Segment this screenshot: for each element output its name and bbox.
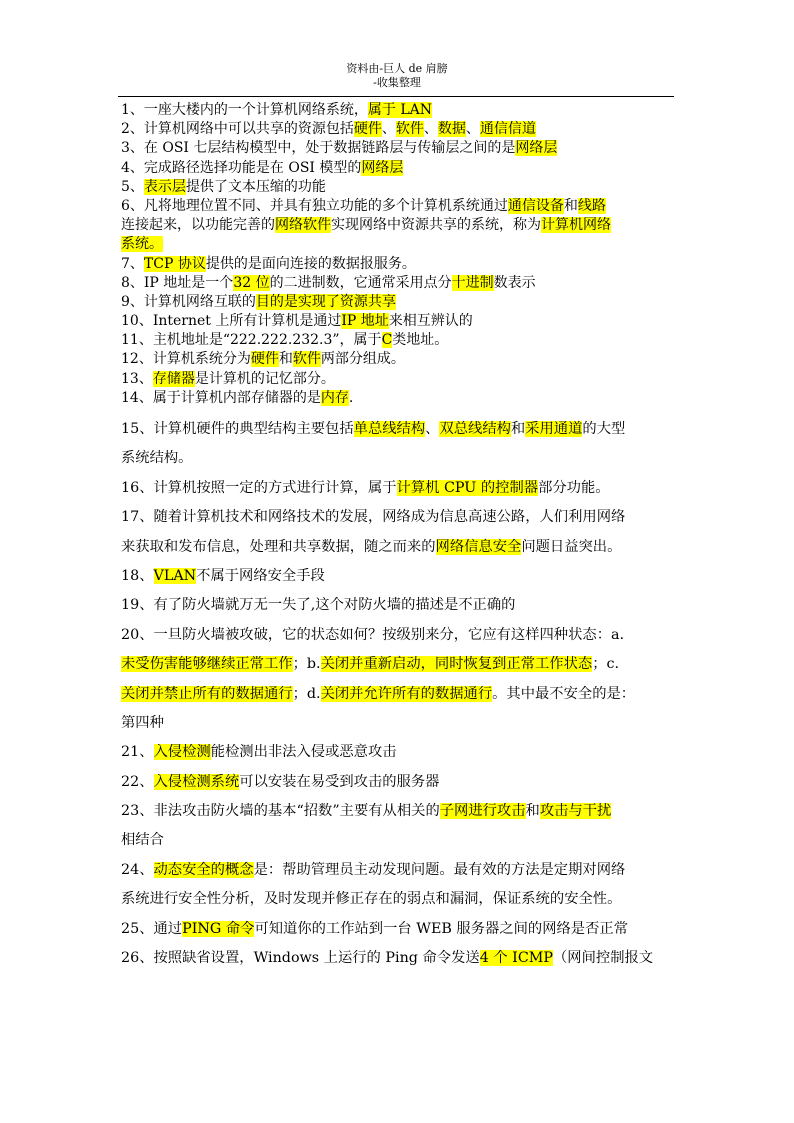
text-segment: 能检测出非法入侵或恶意攻击 (210, 744, 397, 761)
text-line (121, 885, 673, 914)
text-segment: 25、通过 (121, 920, 183, 937)
header-source-line: 资料由-巨人 de 肩膀 (346, 62, 448, 75)
text-segment: 、 (381, 121, 396, 138)
text-segment: . (348, 389, 354, 406)
text-segment: 不属于网络安全手段 (196, 567, 325, 584)
text-segment: 的大型 (582, 421, 626, 437)
highlighted-answer: 软件 (292, 351, 321, 368)
text-line (121, 235, 673, 254)
text-line (121, 293, 673, 312)
text-segment: 2、计算机网络中可以共享的资源包括 (121, 121, 354, 138)
text-segment: 11、主机地址是“222.222.232.3”，属于 (121, 332, 382, 349)
highlighted-answer: 通信信道 (479, 121, 536, 138)
text-segment: 3、在 OSI 七层结构模型中，处于数据链路层与传输层之间的是 (121, 140, 516, 157)
text-segment: 19、有了防火墙就万无一失了,这个对防火墙的描述是不正确的 (121, 597, 516, 614)
highlighted-answer: 关闭并允许所有的数据通行 (320, 685, 493, 702)
text-line (121, 312, 673, 331)
page-header (0, 62, 794, 90)
text-segment: 是：帮助管理员主动发现问题。最有效的方法是定期对网络 (253, 861, 626, 878)
text-line (121, 389, 673, 408)
text-segment: 数表示 (493, 274, 536, 291)
highlighted-answer: 双总线结构 (439, 421, 511, 437)
highlighted-answer: 动态安全的概念 (153, 861, 254, 878)
text-line (121, 370, 673, 389)
text-segment: 9、计算机网络互联的 (121, 293, 256, 310)
text-segment: （网间控制报文 (553, 950, 654, 967)
highlighted-answer: 十进制 (451, 274, 494, 291)
text-segment: 1、一座大楼内的一个计算机网络系统， (121, 102, 368, 118)
text-line (121, 216, 673, 235)
text-line (121, 255, 673, 274)
text-segment: 21、 (121, 744, 154, 761)
highlighted-answer: 系统。 (121, 236, 163, 253)
highlighted-answer: 入侵检测 (153, 744, 211, 761)
text-segment: 15、计算机硬件的典型结构主要包括 (121, 421, 354, 437)
text-line (121, 650, 673, 679)
text-line (121, 826, 673, 855)
highlighted-answer: 目的是实现了资源共享 (255, 293, 396, 310)
highlighted-answer: 子网进行攻击 (439, 803, 526, 820)
qa-block-spaced (121, 415, 673, 973)
text-line (121, 120, 673, 139)
text-segment: 16、计算机按照一定的方式进行计算，属于 (121, 479, 397, 496)
text-line (121, 350, 673, 369)
text-line (121, 274, 673, 293)
text-segment: 实现网络中资源共享的系统，称为 (331, 217, 541, 234)
text-segment: 22、 (121, 773, 154, 790)
text-line (121, 503, 673, 532)
text-segment: 23、非法攻击防火墙的基本“招数”主要有从相关的 (121, 803, 440, 820)
text-segment: 连接起来，以功能完善的 (121, 217, 275, 234)
highlighted-answer: 网络信息安全 (435, 538, 522, 555)
text-segment: 相结合 (121, 832, 164, 849)
highlighted-answer: 未受伤害能够继续正常工作 (121, 656, 293, 673)
text-segment: 10、Internet 上所有计算机是通过 (121, 313, 342, 330)
text-line (121, 474, 673, 503)
text-line (121, 197, 673, 216)
text-segment: 提供的是面向连接的数据报服务。 (205, 255, 416, 272)
highlighted-answer: 属于 LAN (367, 102, 433, 118)
text-line (121, 797, 673, 826)
text-line (121, 178, 673, 197)
highlighted-answer: 入侵检测系统 (153, 773, 240, 790)
text-segment: 8、IP 地址是一个 (121, 274, 234, 291)
document-body (121, 101, 673, 973)
text-segment: 可知道你的工作站到一台 WEB 服务器之间的网络是否正常 (254, 920, 628, 937)
highlighted-answer: 硬件 (353, 121, 382, 138)
text-segment: 两部分组成。 (320, 351, 405, 368)
text-segment: 提供了文本压缩的功能 (185, 178, 326, 195)
highlighted-answer: 数据 (437, 121, 466, 138)
highlighted-answer: 关闭并禁止所有的数据通行 (121, 685, 293, 702)
text-segment: 4、完成路径选择功能是在 OSI 模型的 (121, 159, 362, 176)
text-segment: 系统进行安全性分析，及时发现并修正存在的弱点和漏洞，保证系统的安全性。 (121, 891, 622, 908)
highlighted-answer: 线路 (577, 197, 606, 214)
text-segment: 部分功能。 (538, 479, 610, 496)
text-segment: 18、 (121, 567, 154, 584)
text-segment: 系统结构。 (121, 450, 193, 467)
text-segment: 。其中最不安全的是： (492, 685, 636, 702)
text-line (121, 415, 673, 444)
text-line (121, 331, 673, 350)
text-segment: 12、计算机系统分为 (121, 351, 251, 368)
text-segment: 5、 (121, 178, 144, 195)
highlighted-answer: 关闭并重新启动，同时恢复到正常工作状态 (320, 656, 593, 673)
highlighted-answer: 硬件 (250, 351, 279, 368)
header-rule (118, 96, 674, 97)
text-segment: 7、 (121, 255, 144, 272)
highlighted-answer: 内存 (320, 389, 349, 406)
highlighted-answer: 采用通道 (525, 421, 583, 437)
text-segment: ；b. (292, 656, 321, 673)
highlighted-answer: 软件 (395, 121, 424, 138)
highlighted-answer: 攻击与干扰 (539, 803, 612, 820)
text-line (121, 159, 673, 178)
text-line (121, 444, 673, 473)
highlighted-answer: IP 地址 (341, 313, 389, 330)
highlighted-answer: TCP 协议 (143, 255, 206, 272)
qa-block-compact (121, 101, 673, 408)
highlighted-answer: 计算机 CPU 的控制器 (396, 479, 539, 496)
text-line (121, 768, 673, 797)
text-segment: 和 (278, 351, 293, 368)
text-line (121, 915, 673, 944)
highlighted-answer: 网络软件 (275, 217, 331, 234)
text-line (121, 621, 673, 650)
text-segment: 问题日益突出。 (521, 538, 622, 555)
text-segment: 、 (465, 121, 480, 138)
text-line (121, 101, 673, 120)
highlighted-answer: 32 位 (233, 274, 270, 291)
text-line (121, 856, 673, 885)
text-segment: 类地址。 (392, 332, 449, 349)
text-segment: ；d. (292, 685, 321, 702)
text-line (121, 738, 673, 767)
highlighted-answer: 表示层 (143, 178, 186, 195)
highlighted-answer: PING 命令 (182, 920, 255, 937)
text-segment: 是计算机的记忆部分。 (194, 370, 335, 387)
text-line (121, 562, 673, 591)
text-segment: 的二进制数，它通常采用点分 (269, 274, 452, 291)
text-line (121, 709, 673, 738)
highlighted-answer: C (381, 332, 393, 349)
text-line (121, 591, 673, 620)
highlighted-answer: 网络层 (515, 140, 558, 157)
header-collect-line: -收集整理 (373, 76, 421, 89)
highlighted-answer: VLAN (153, 567, 197, 584)
text-segment: 和 (563, 197, 578, 214)
text-segment: 26、按照缺省设置，Windows 上运行的 Ping 命令发送 (121, 950, 480, 967)
text-segment: 6、凡将地理位置不同、并具有独立功能的多个计算机系统通过 (121, 197, 508, 214)
text-segment: 、 (423, 121, 438, 138)
text-line (121, 139, 673, 158)
text-segment: 20、一旦防火墙被攻破，它的状态如何？按级别来分，它应有这样四种状态：a. (121, 626, 625, 643)
highlighted-answer: 存储器 (152, 370, 195, 387)
text-segment: 17、随着计算机技术和网络技术的发展，网络成为信息高速公路，人们利用网络 (121, 509, 626, 526)
text-segment: 可以安装在易受到攻击的服务器 (239, 773, 440, 790)
text-segment: 和 (525, 803, 540, 820)
text-segment: 来相互辨认的 (388, 313, 473, 330)
text-segment: 第四种 (121, 714, 164, 731)
highlighted-answer: 4 个 ICMP (479, 950, 554, 967)
text-segment: 14、属于计算机内部存储器的是 (121, 389, 321, 406)
text-segment: 13、 (121, 370, 153, 387)
text-segment: ；c. (592, 656, 620, 673)
text-line (121, 680, 673, 709)
text-line (121, 533, 673, 562)
text-segment: 来获取和发布信息，处理和共享数据，随之而来的 (121, 538, 436, 555)
highlighted-answer: 计算机网络 (541, 217, 611, 234)
text-segment: 24、 (121, 861, 154, 878)
text-segment: 和 (510, 421, 526, 437)
highlighted-answer: 网络层 (361, 159, 404, 176)
highlighted-answer: 单总线结构 (353, 421, 426, 437)
highlighted-answer: 通信设备 (507, 197, 564, 214)
text-segment: 、 (425, 421, 440, 437)
text-line (121, 944, 673, 973)
